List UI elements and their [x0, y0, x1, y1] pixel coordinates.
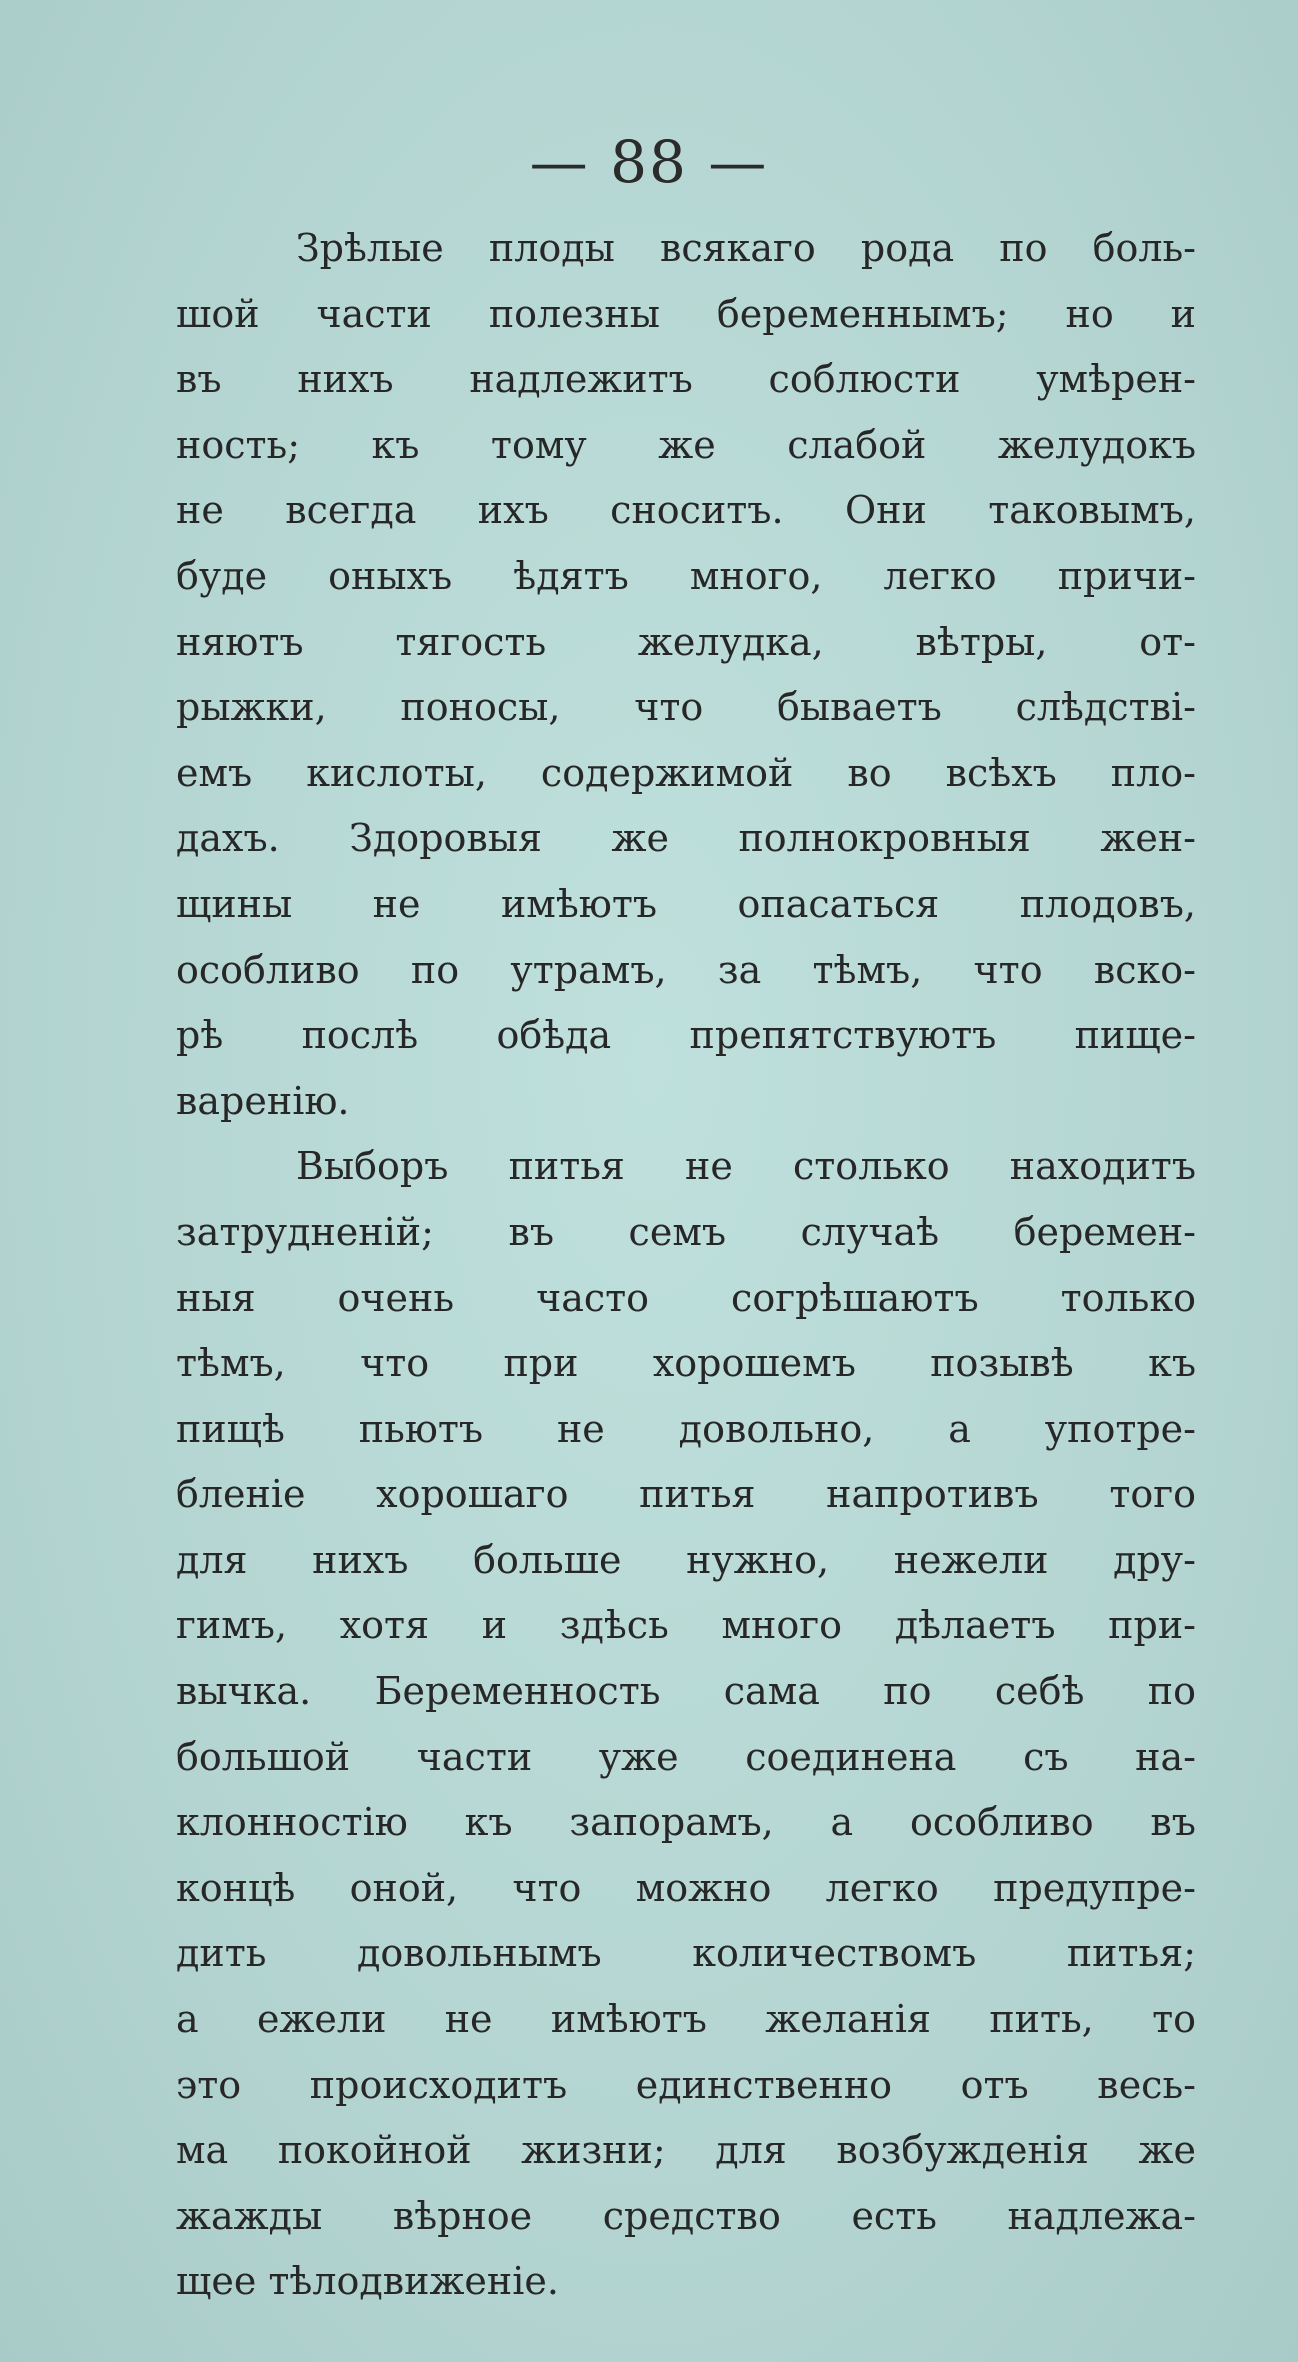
- body-text: [176, 216, 1196, 2315]
- text-line: дить довольнымъ количествомъ питья;: [176, 1931, 1196, 1976]
- text-line: жажды вѣрное средство есть надлежа-: [176, 2193, 1196, 2238]
- text-line: бленiе хорошаго питья напротивъ того: [176, 1472, 1196, 1517]
- text-line: ма покойной жизни; для возбужденiя же: [176, 2128, 1196, 2173]
- text-line: ныя очень часто согрѣшаютъ только: [176, 1275, 1196, 1320]
- text-line: буде оныхъ ѣдятъ много, легко причи-: [176, 553, 1196, 598]
- text-line: особливо по утрамъ, за тѣмъ, что вско-: [176, 947, 1196, 992]
- text-line: а ежели не имѣютъ желанiя пить, то: [176, 1997, 1196, 2042]
- text-line: варенiю.: [176, 1078, 350, 1123]
- text-line: въ нихъ надлежитъ соблюсти умѣрен-: [176, 357, 1196, 402]
- paragraph-2: [176, 1134, 1196, 2315]
- text-line: шой части полезны беременнымъ; но и: [176, 291, 1196, 336]
- text-line: большой части уже соединена съ на-: [176, 1734, 1196, 1779]
- text-line: для нихъ больше нужно, нежели дру-: [176, 1537, 1196, 1582]
- paragraph-1: [176, 216, 1196, 1134]
- text-line: затрудненiй; въ семъ случаѣ беремен-: [176, 1209, 1196, 1254]
- text-line: концѣ оной, что можно легко предупре-: [176, 1865, 1196, 1910]
- text-line: вычка. Беременность сама по себѣ по: [176, 1669, 1196, 1714]
- text-line: это происходитъ единственно отъ весь-: [176, 2062, 1196, 2107]
- text-line: Выборъ питья не столько находитъ: [296, 1144, 1196, 1189]
- text-line: рѣ послѣ обѣда препятствуютъ пище-: [176, 1013, 1196, 1058]
- text-line: Зрѣлые плоды всякаго рода по боль-: [296, 226, 1196, 270]
- page-number: — 88 —: [529, 128, 769, 196]
- text-line: пищѣ пьютъ не довольно, а употре-: [176, 1406, 1196, 1451]
- text-line: рыжки, поносы, что бываетъ слѣдствi-: [176, 685, 1196, 730]
- text-line: няютъ тягость желудка, вѣтры, от-: [176, 619, 1196, 664]
- text-line: не всегда ихъ сноситъ. Они таковымъ,: [176, 488, 1196, 533]
- text-line: тѣмъ, что при хорошемъ позывѣ къ: [176, 1341, 1196, 1386]
- text-line: щее тѣлодвиженiе.: [176, 2259, 559, 2304]
- text-line: щины не имѣютъ опасаться плодовъ,: [176, 881, 1196, 926]
- text-line: гимъ, хотя и здѣсь много дѣлаетъ при-: [176, 1603, 1196, 1648]
- text-line: ность; къ тому же слабой желудокъ: [176, 422, 1196, 467]
- text-line: клонностiю къ запорамъ, а особливо въ: [176, 1800, 1196, 1845]
- text-line: дахъ. Здоровыя же полнокровныя жен-: [176, 816, 1196, 861]
- text-line: емъ кислоты, содержимой во всѣхъ пло-: [176, 750, 1196, 795]
